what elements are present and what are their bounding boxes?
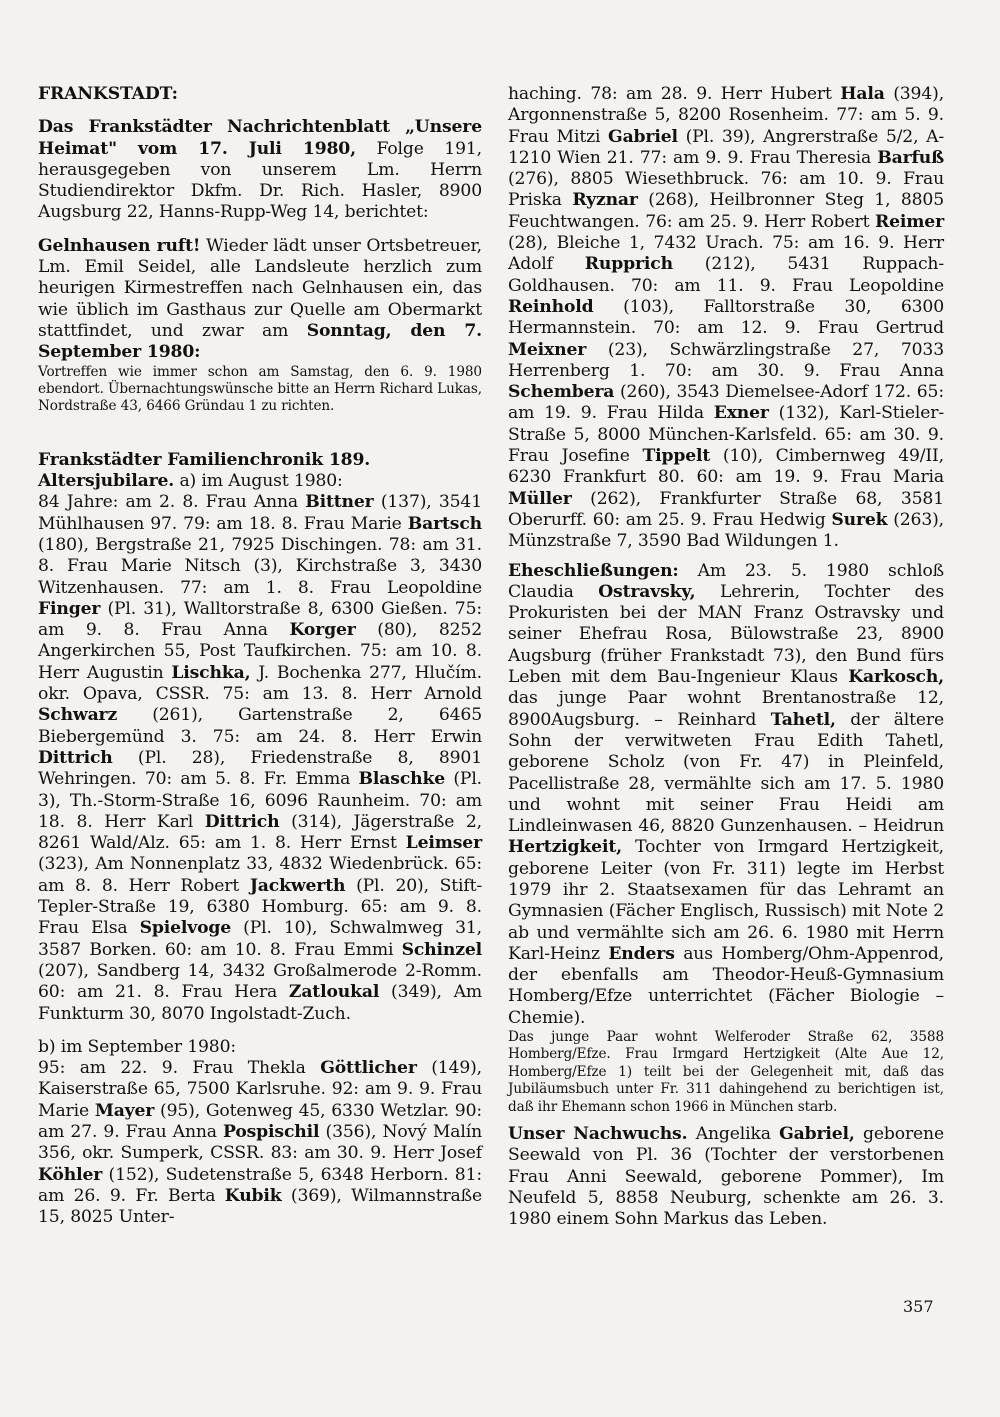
name-bold: Ryznar — [572, 190, 638, 211]
september-list — [38, 1058, 482, 1228]
intro-text: Folge 191, herausgegeben von unserem Lm. Herrn Studiendirektor Dkfm. Dr. Rich. Hasler, 8900 Augsburg 22, Hanns-Rupp-Weg 14, berichtet: — [38, 138, 482, 223]
section-heading-frankstadt: FRANKSTADT: — [38, 84, 178, 104]
altersjubilare-text: a) im August 1980: — [174, 471, 343, 492]
text-run: (180), Bergstraße 21, 7925 Dischingen. 78: am 31. 8. Frau Marie Nitsch (3), Kirchstraße 3, 3430 Witzenhausen. 77: am 1. 8. Frau Leopoldine — [38, 534, 482, 598]
name-bold: Bittner — [305, 492, 374, 513]
eheschliessungen-paragraph — [508, 561, 944, 1030]
text-run: (Pl. 39), Angrerstraße 5/2, A-1210 Wien 21. 77: am 9. 9. Frau Theresia — [508, 126, 944, 168]
name-bold: Jackwerth — [249, 875, 346, 896]
text-run: (394), Argonnenstraße 5, 8200 Rosenheim. 77: am 5. 9. Frau Mitzi — [508, 84, 945, 147]
name-bold: Blaschke — [358, 769, 446, 790]
text-run: (263), Münzstraße 7, 3590 Bad Wildungen 1. — [508, 509, 944, 552]
name-bold: Zatloukal — [288, 982, 380, 1003]
name-bold: Hertzigkeit, — [508, 837, 622, 858]
text-run: Tochter von Irmgard Hertzigkeit, geborene Leiter (von Fr. 311) legte im Herbst 1979 ihr 2. Staatsexamen für das Lehramt an Gymnasien (Fächer Englisch, Russisch) mit Note 2 ab und vermählte sich am 26. 6. 1980 mit Herrn Karl-Heinz — [508, 837, 944, 964]
text-run: J. Bochenka 277, Hlučím. okr. Opava, CSSR. 75: am 13. 8. Herr Arnold — [38, 662, 482, 705]
name-bold: Unser Nachwuchs. — [508, 1124, 688, 1145]
gelnhausen-date: Sonntag, den 7. September 1980: — [38, 320, 482, 363]
intro-paragraph — [38, 117, 482, 223]
text-run: (369), Wilmannstraße 15, 8025 Unter- — [38, 1185, 483, 1228]
text-run: 95: am 22. 9. Frau Thekla — [38, 1058, 321, 1079]
chronik-title: Frankstädter Familienchronik 189. — [38, 449, 371, 470]
name-bold: Barfuß — [877, 147, 944, 168]
name-bold: Rupprich — [584, 254, 673, 275]
text-run: (207), Sandberg 14, 3432 Großalmerode 2-Romm. 60: am 21. 8. Frau Hera — [38, 960, 482, 1003]
text-run: (Pl. 3), Th.-Storm-Straße 16, 6096 Raunheim. 70: am 18. 8. Herr Karl — [38, 769, 482, 832]
text-run: (268), Heilbronner Steg 1, 8805 Feuchtwangen. 76: am 25. 9. Herr Robert — [508, 190, 944, 232]
name-bold: Leimser — [405, 833, 482, 854]
text-run: (323), Am Nonnenplatz 33, 4832 Wiedenbrück. 65: am 8. 8. Herr Robert — [38, 854, 482, 896]
name-bold: Finger — [38, 598, 101, 619]
text-run: (23), Schwärzlingstraße 27, 7033 Herrenberg 1. 70: am 30. 9. Frau Anna — [508, 339, 944, 381]
intro-bold: Das Frankstädter Nachrichtenblatt „Unsere Heimat" vom 17. Juli 1980, — [38, 117, 482, 159]
text-run: (262), Frankfurter Straße 68, 3581 Oberurff. 60: am 25. 9. Frau Hedwig — [508, 488, 944, 530]
right-column — [508, 84, 944, 1231]
name-bold: Köhler — [38, 1164, 103, 1185]
text-run: (Pl. 10), Schwalmweg 31, 3587 Borken. 60: am 10. 8. Frau Emmi — [38, 918, 482, 960]
september-heading: b) im September 1980: — [38, 1036, 236, 1057]
name-bold: Meixner — [508, 339, 587, 360]
august-list — [38, 492, 482, 1024]
name-bold: Korger — [289, 620, 356, 641]
name-bold: Spielvoge — [139, 918, 232, 939]
text-run: (261), Gartenstraße 2, 6465 Biebergemünd 3. 75: am 24. 8. Herr Erwin — [38, 705, 482, 747]
text-run: (95), Gotenweg 45, 6330 Wetzlar. 90: am 27. 9. Frau Anna — [38, 1100, 482, 1142]
name-bold: Mayer — [94, 1100, 155, 1121]
september-list-continued — [508, 84, 944, 553]
text-run: (Pl. 31), Walltorstraße 8, 6300 Gießen. 75: am 9. 8. Frau Anna — [38, 598, 482, 641]
gelnhausen-paragraph — [38, 236, 482, 364]
text-run: (149), Kaiserstraße 65, 7500 Karlsruhe. 92: am 9. 9. Frau Marie — [38, 1058, 482, 1121]
name-bold: Schembera — [508, 382, 615, 403]
text-run: (Pl. 28), Friedenstraße 8, 8901 Wehringen. 70: am 5. 8. Fr. Emma — [38, 747, 482, 790]
name-bold: Enders — [608, 943, 675, 964]
text-run: (10), Cimbernweg 49/II, 6230 Frankfurt 80. 60: am 19. 9. Frau Maria — [508, 446, 944, 488]
text-run: (28), Bleiche 1, 7432 Urach. 75: am 16. 9. Herr Adolf — [508, 233, 944, 275]
page-number: 357 — [903, 1297, 934, 1316]
text-run: Am 23. 5. 1980 schloß Claudia — [508, 560, 944, 602]
text-run: (80), 8252 Angerkirchen 55, Post Taufkirchen. 75: am 10. 8. Herr Augustin — [38, 620, 482, 683]
text-run: haching. 78: am 28. 9. Herr Hubert — [508, 84, 841, 104]
text-run: der ältere Sohn der verwitweten Frau Edith Tahetl, geborene Scholz (von Fr. 47) in Pleinfeld, Pacellistraße 28, vermählte sich am 17. 5. 1980 und wohnt mit seiner Frau Heidi am Lindleinwasen 46, 8820 Gunzenhausen. – Heidrun — [508, 709, 944, 837]
name-bold: Ostravsky, — [598, 581, 696, 602]
text-run: (152), Sudetenstraße 5, 6348 Herborn. 81: am 26. 9. Fr. Berta — [38, 1164, 482, 1206]
text-run: (356), Nový Malín 356, okr. Sumperk, CSSR. 83: am 30. 9. Herr Josef — [38, 1121, 482, 1164]
name-bold: Eheschließungen: — [508, 560, 679, 581]
name-bold: Dittrich — [38, 747, 113, 768]
name-bold: Tahetl, — [770, 709, 836, 730]
name-bold: Lischka, — [171, 662, 251, 683]
text-run: das junge Paar wohnt Brentanostraße 12, 8900Augsburg. – Reinhard — [508, 688, 944, 730]
name-bold: Surek — [831, 509, 888, 530]
text-run: geborene Seewald von Pl. 36 (Tochter der verstorbenen Frau Anni Seewald, geborene Pommer), Im Neufeld 5, 8858 Neuburg, schenkte am 26. 3. 1980 einem Sohn Markus das Leben. — [508, 1124, 944, 1230]
nachwuchs-paragraph — [508, 1124, 944, 1230]
name-bold: Tippelt — [642, 446, 711, 467]
left-column — [38, 84, 482, 1228]
name-bold: Schwarz — [38, 705, 118, 726]
text-run: 84 Jahre: am 2. 8. Frau Anna — [38, 492, 306, 513]
text-run: aus Homberg/Ohm-Appenrod, der ebenfalls am Theodor-Heuß-Gymnasium Homberg/Efze unterrichtet (Fächer Biologie – Chemie). — [508, 943, 944, 1028]
text-run: Angelika — [687, 1124, 780, 1145]
text-run: (260), 3543 Diemelsee-Adorf 172. 65: am 19. 9. Frau Hilda — [508, 382, 944, 424]
text-run: (Pl. 20), Stift-Tepler-Straße 19, 6380 Homburg. 65: am 9. 8. Frau Elsa — [38, 875, 482, 939]
eheschliessungen-note: Das junge Paar wohnt Welferoder Straße 62, 3588 Homberg/Efze. Frau Irmgard Hertzigkeit (Alte Aue 12, Homberg/Efze 1) teilt bei der Gelegenheit mit, daß das Jubiläumsbuch unter Fr. 311 dahingehend zu berichtigen ist, daß ihr Ehemann schon 1966 in München starb. — [508, 1029, 944, 1115]
altersjubilare-bold: Altersjubilare. — [38, 471, 175, 492]
name-bold: Reimer — [874, 211, 944, 232]
name-bold: Müller — [508, 488, 572, 509]
name-bold: Hala — [840, 84, 885, 104]
vortreffen-note: Vortreffen wie immer schon am Samstag, den 6. 9. 1980 ebendort. Übernachtungswünsche bitte an Herrn Richard Lukas, Nordstraße 43, 6466 Gründau 1 zu richten. — [38, 363, 482, 415]
name-bold: Gabriel, — [779, 1124, 855, 1145]
name-bold: Exner — [713, 403, 769, 424]
name-bold: Göttlicher — [320, 1058, 417, 1079]
text-run: (137), 3541 Mühlhausen 97. 79: am 18. 8. Frau Marie — [38, 492, 482, 534]
altersjubilare-line — [38, 471, 482, 492]
text-run: (103), Falltorstraße 30, 6300 Hermannstein. 70: am 12. 9. Frau Gertrud — [508, 296, 944, 339]
text-run: (212), 5431 Ruppach-Goldhausen. 70: am 11. 9. Frau Leopoldine — [508, 254, 945, 296]
text-run: (276), 8805 Wiesethbruck. 76: am 10. 9. Frau Priska — [508, 169, 944, 211]
text-run: Lehrerin, Tochter des Prokuristen bei der MAN Franz Ostravsky und seiner Ehefrau Rosa, Bülowstraße 23, 8900 Augsburg (früher Frankstadt 73), den Bund fürs Leben mit dem Bau-Ingenieur Klaus — [508, 581, 944, 688]
gelnhausen-bold: Gelnhausen ruft! — [38, 235, 201, 256]
text-run: (349), Am Funkturm 30, 8070 Ingolstadt-Zuch. — [38, 982, 482, 1024]
name-bold: Gabriel — [608, 126, 678, 147]
name-bold: Reinhold — [508, 296, 594, 317]
name-bold: Schinzel — [401, 939, 482, 960]
text-run: (132), Karl-Stieler-Straße 5, 8000 München-Karlsfeld. 65: am 30. 9. Frau Josefine — [508, 403, 944, 467]
name-bold: Kubik — [224, 1185, 282, 1206]
name-bold: Bartsch — [407, 513, 482, 534]
name-bold: Karkosch, — [848, 667, 944, 688]
gelnhausen-text: Wieder lädt unser Ortsbetreuer, Lm. Emil Seidel, alle Landsleute herzlich zum heurigen Kirmestreffen nach Gelnhausen ein, das wie üblich im Gasthaus zur Quelle am Obermarkt stattfindet, und zwar am — [38, 235, 482, 341]
name-bold: Dittrich — [204, 811, 280, 832]
name-bold: Pospischil — [223, 1121, 320, 1142]
text-run: (314), Jägerstraße 2, 8261 Wald/Alz. 65: am 1. 8. Herr Ernst — [38, 811, 482, 854]
